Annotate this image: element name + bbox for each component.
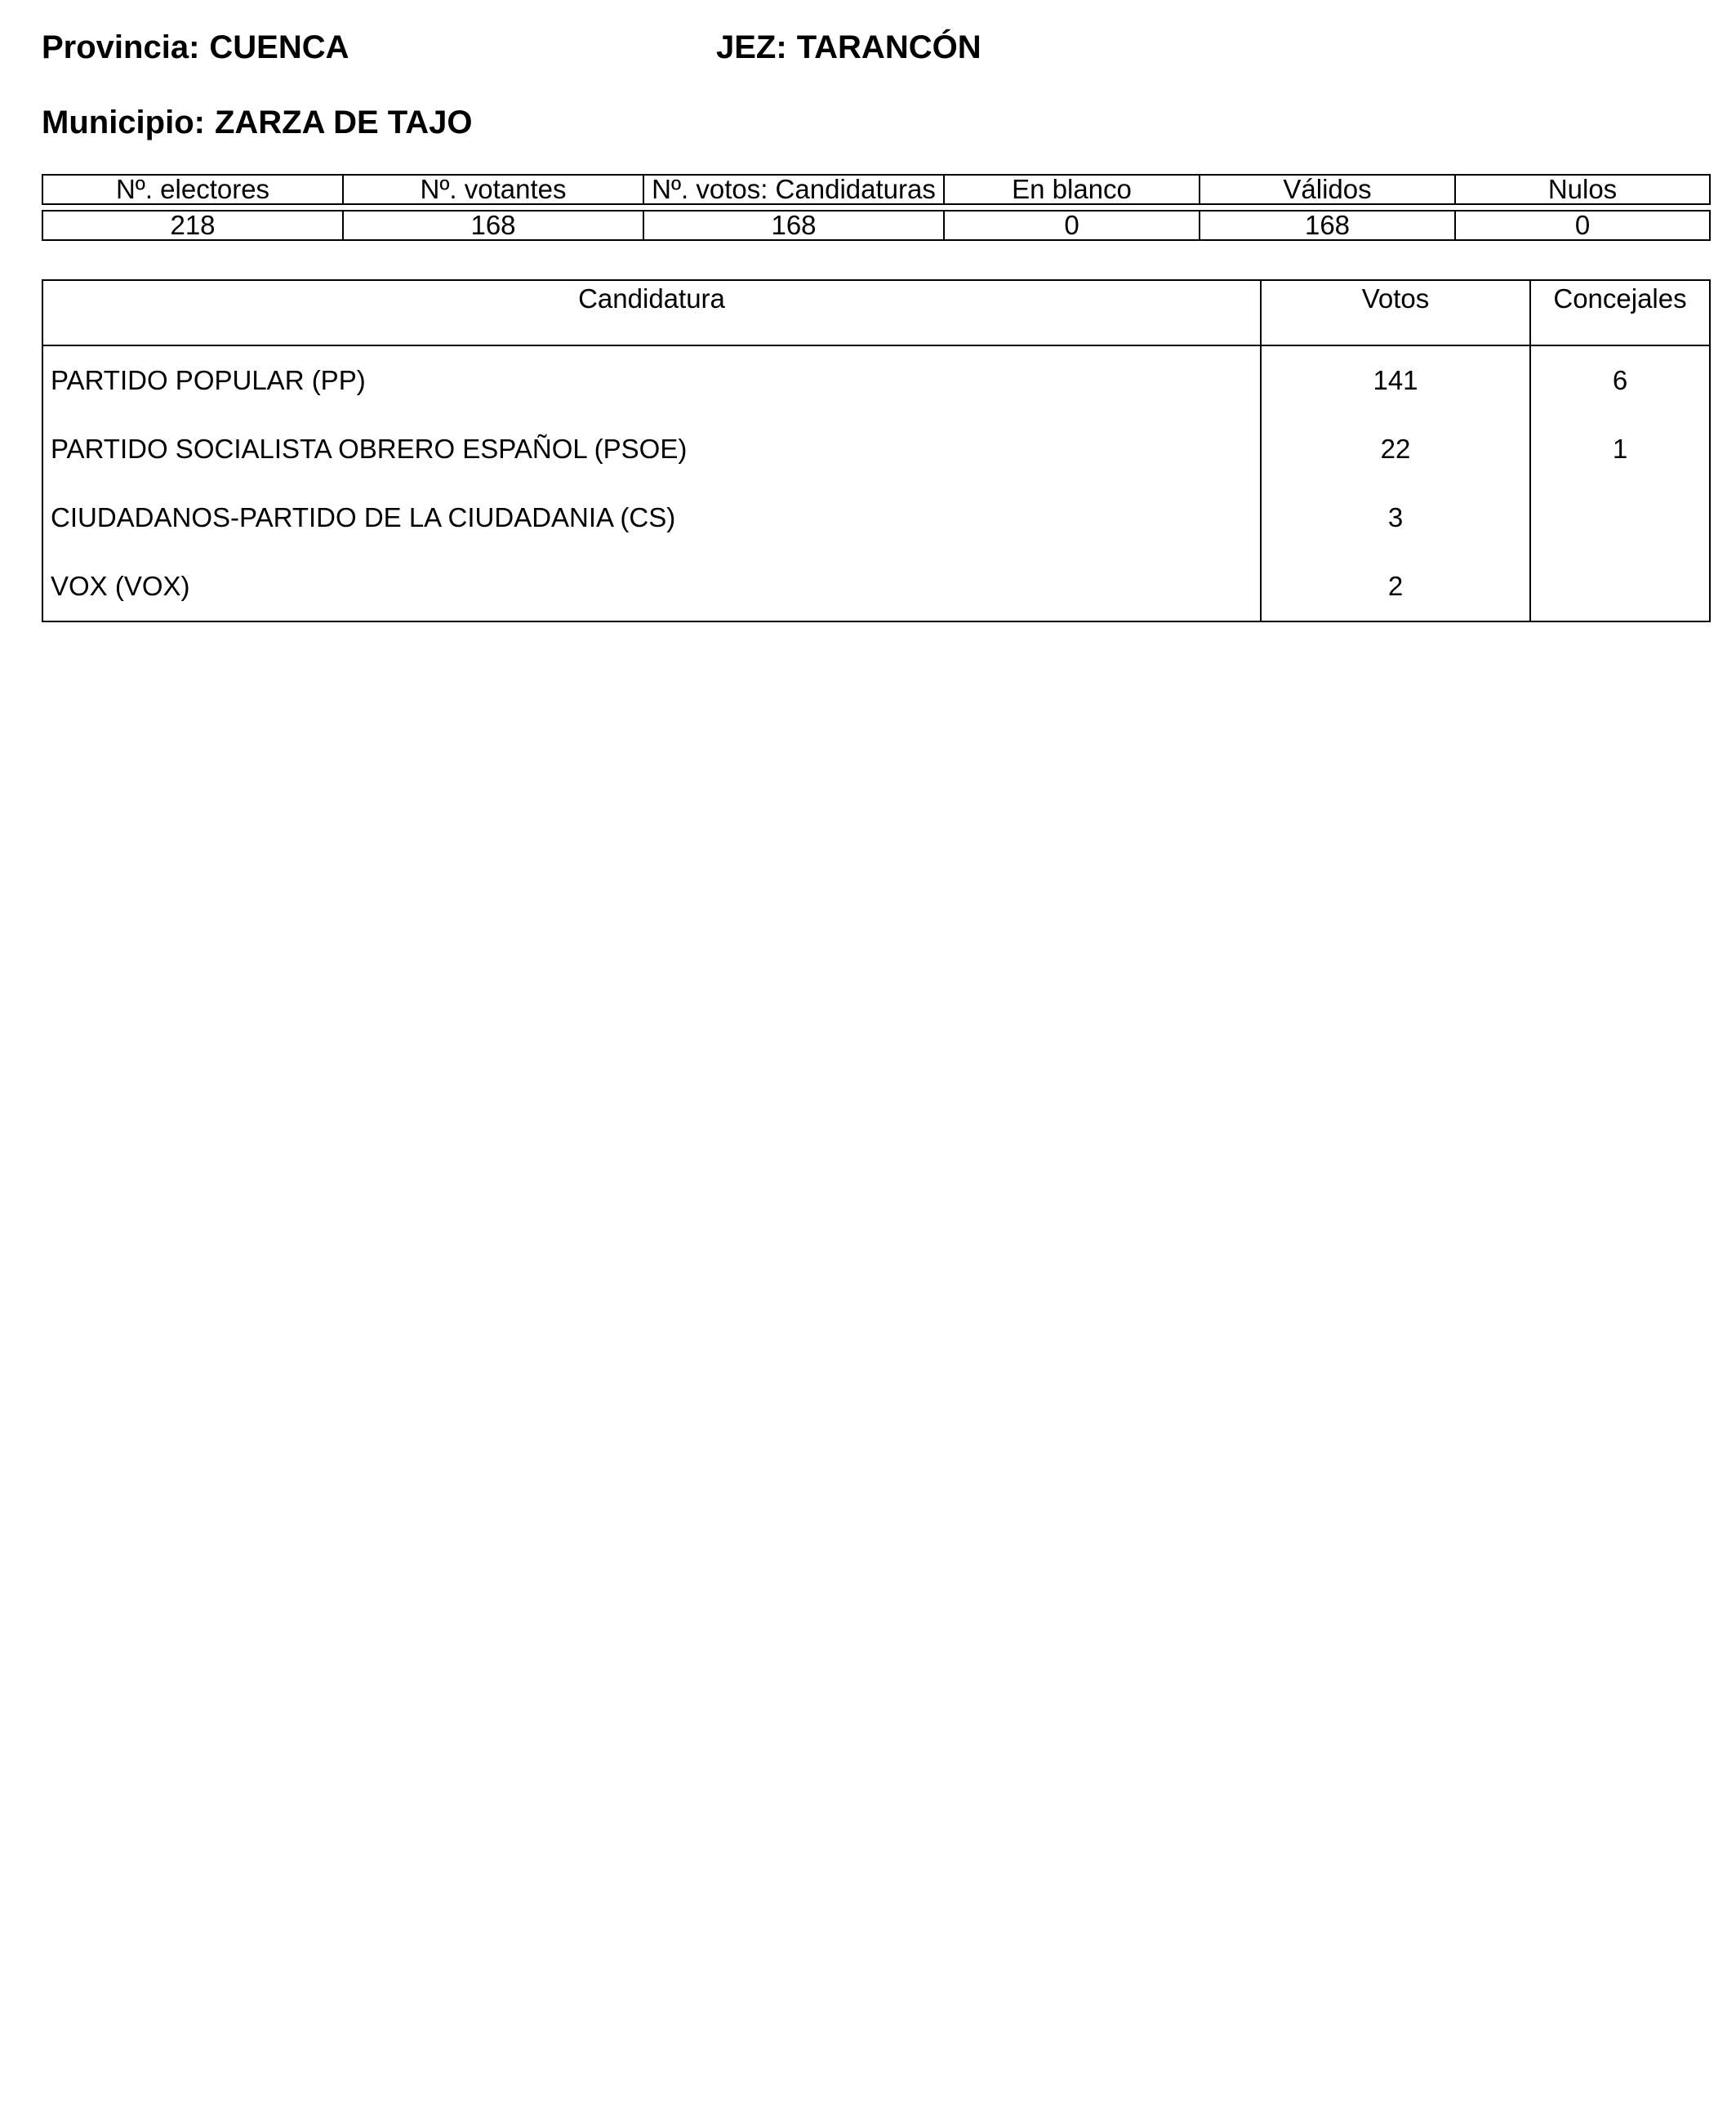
candidatura-cell: PARTIDO SOCIALISTA OBRERO ESPAÑOL (PSOE) (42, 415, 1261, 483)
summary-header-cell: En blanco (944, 175, 1200, 204)
jez-label: JEZ: (716, 29, 787, 65)
votos-cell: 141 (1261, 345, 1530, 415)
concejales-cell: 6 (1530, 345, 1710, 415)
provincia-label: Provincia: (42, 29, 200, 65)
summary-value-cell: 0 (1455, 211, 1710, 240)
results-header-row (42, 280, 1710, 345)
summary-header-cell: Nº. votantes (343, 175, 643, 204)
votos-cell: 3 (1261, 483, 1530, 552)
table-row (42, 483, 1710, 552)
summary-value-row (42, 211, 1710, 240)
summary-value-cell: 168 (1200, 211, 1455, 240)
table-row (42, 345, 1710, 415)
candidatura-cell: CIUDADANOS-PARTIDO DE LA CIUDADANIA (CS) (42, 483, 1261, 552)
table-row (42, 552, 1710, 621)
votos-header: Votos (1261, 280, 1530, 345)
municipio-label: Municipio: (42, 105, 205, 140)
provincia-line (42, 28, 349, 67)
concejales-cell (1530, 483, 1710, 552)
candidatura-header: Candidatura (42, 280, 1261, 345)
summary-value-cell: 0 (944, 211, 1200, 240)
jez-value: TARANCÓN (796, 29, 982, 65)
concejales-cell (1530, 552, 1710, 621)
summary-header-cell: Válidos (1200, 175, 1455, 204)
candidatura-cell: PARTIDO POPULAR (PP) (42, 345, 1261, 415)
summary-header-cell: Nº. electores (42, 175, 343, 204)
summary-value-cell: 218 (42, 211, 343, 240)
concejales-cell: 1 (1530, 415, 1710, 483)
summary-value-cell: 168 (643, 211, 944, 240)
summary-table (42, 174, 1711, 241)
votos-cell: 2 (1261, 552, 1530, 621)
municipio-line (42, 103, 473, 142)
summary-header-cell: Nulos (1455, 175, 1710, 204)
votos-cell: 22 (1261, 415, 1530, 483)
summary-header-cell: Nº. votos: Candidaturas (643, 175, 944, 204)
summary-header-row (42, 175, 1710, 204)
candidatura-cell: VOX (VOX) (42, 552, 1261, 621)
table-row (42, 415, 1710, 483)
summary-value-cell: 168 (343, 211, 643, 240)
municipio-value: ZARZA DE TAJO (214, 105, 473, 140)
concejales-header: Concejales (1530, 280, 1710, 345)
results-table (42, 279, 1711, 622)
provincia-value: CUENCA (209, 29, 349, 65)
jez-line (716, 28, 982, 67)
summary-gap-row (42, 204, 1710, 211)
